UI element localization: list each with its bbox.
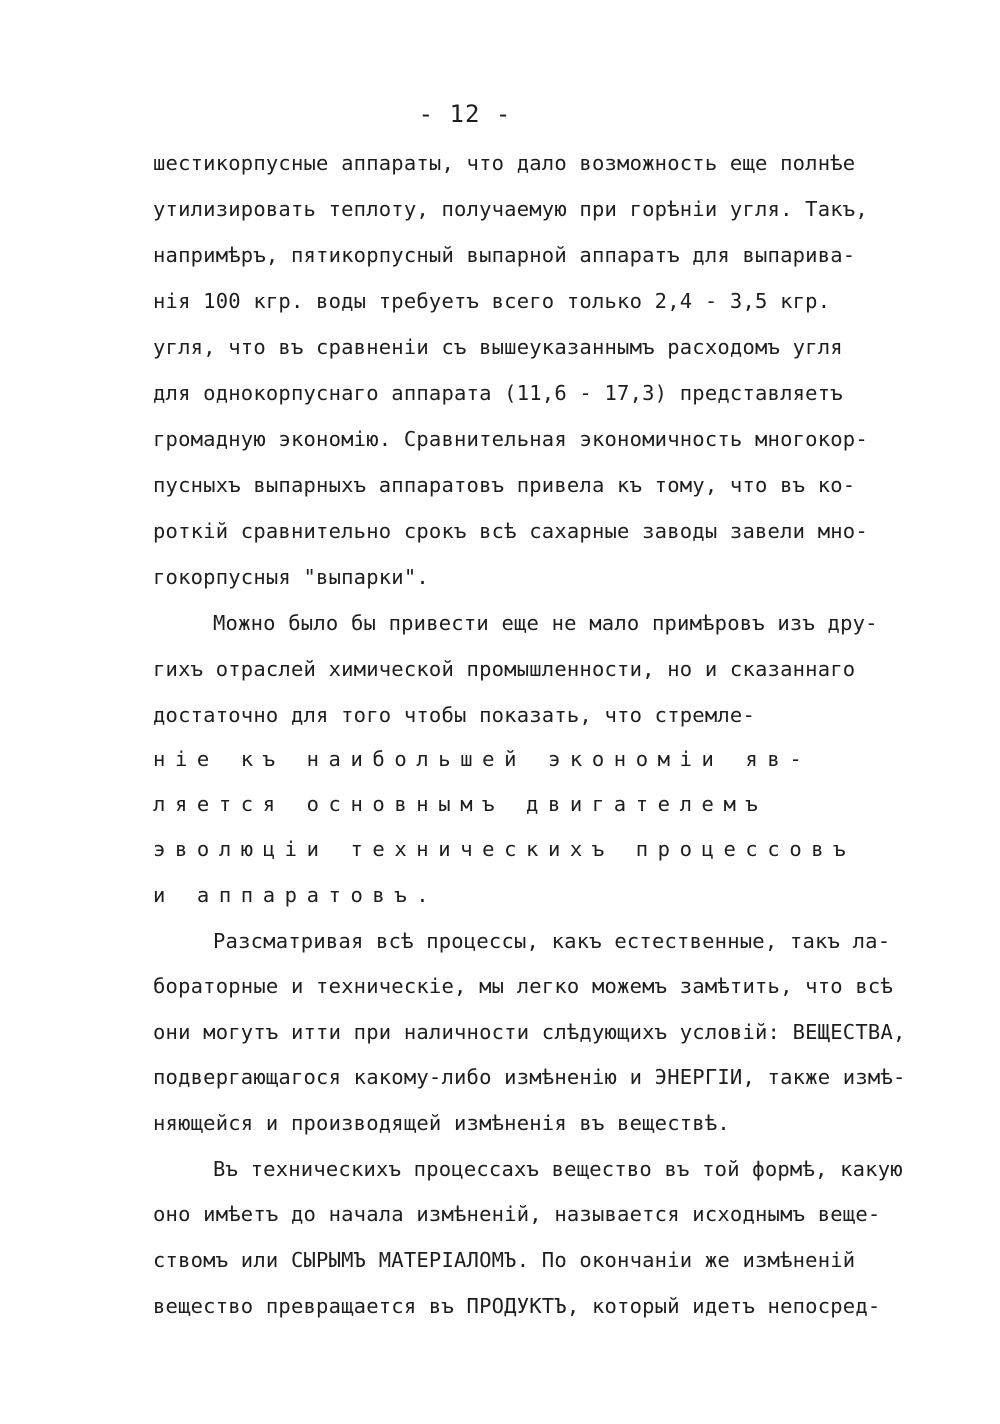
text-line: шестикорпусные аппараты, что дало возможность еще полнѣе <box>153 151 856 175</box>
text-line: оно имѣетъ до начала измѣненій, называется исходнымъ веще- <box>153 1202 881 1226</box>
text-line: Можно было бы привести еще не мало примѣровъ изъ дру- <box>213 611 878 635</box>
text-line-spaced: эволюціи техническихъ процессовъ <box>153 837 856 861</box>
text-line-spaced: ніе къ наибольшей экономіи яв- <box>153 747 812 771</box>
text-line: подвергающагося какому-либо измѣненію и ЭНЕРГІИ, также измѣ- <box>153 1065 906 1089</box>
text-line: Въ техническихъ процессахъ вещество въ той формѣ, какую <box>213 1157 903 1181</box>
page-number: - 12 - <box>418 100 512 128</box>
text-line-spaced: и аппаратовъ. <box>153 883 439 907</box>
text-line: няющейся и производящей измѣненія въ веществѣ. <box>153 1111 730 1135</box>
text-line: утилизировать теплоту, получаемую при горѣніи угля. Такъ, <box>153 197 868 221</box>
text-line-spaced: ляется основнымъ двигателемъ <box>153 792 768 816</box>
text-line: для однокорпуснаго аппарата (11,6 - 17,3) представляетъ <box>153 381 843 405</box>
text-line: достаточно для того чтобы показать, что стремле- <box>153 703 756 727</box>
text-line: вещество превращается въ ПРОДУКТЪ, который идетъ непосред- <box>153 1294 881 1318</box>
text-line: ствомъ или СЫРЫМЪ МАТЕРІАЛОМЪ. По окончаніи же измѣненій <box>153 1248 856 1272</box>
text-line: громадную экономію. Сравнительная экономичность многокор- <box>153 427 868 451</box>
text-line: они могутъ итти при наличности слѣдующихъ условій: ВЕЩЕСТВА, <box>153 1020 906 1044</box>
text-line: нія 100 кгр. воды требуетъ всего только 2,4 - 3,5 кгр. <box>153 289 831 313</box>
text-line: напримѣръ, пятикорпусный выпарной аппаратъ для выпарива- <box>153 243 856 267</box>
text-line: пусныхъ выпарныхъ аппаратовъ привела къ тому, что въ ко- <box>153 473 856 497</box>
text-line: бораторные и техническіе, мы легко можемъ замѣтить, что всѣ <box>153 974 893 998</box>
text-line: гокорпусныя "выпарки". <box>153 565 429 589</box>
text-line: гихъ отраслей химической промышленности, но и сказаннаго <box>153 657 856 681</box>
text-line: Разсматривая всѣ процессы, какъ естественные, такъ ла- <box>213 929 891 953</box>
text-line: роткій сравнительно срокъ всѣ сахарные заводы завели мно- <box>153 519 868 543</box>
text-line: угля, что въ сравненіи съ вышеуказаннымъ расходомъ угля <box>153 335 843 359</box>
